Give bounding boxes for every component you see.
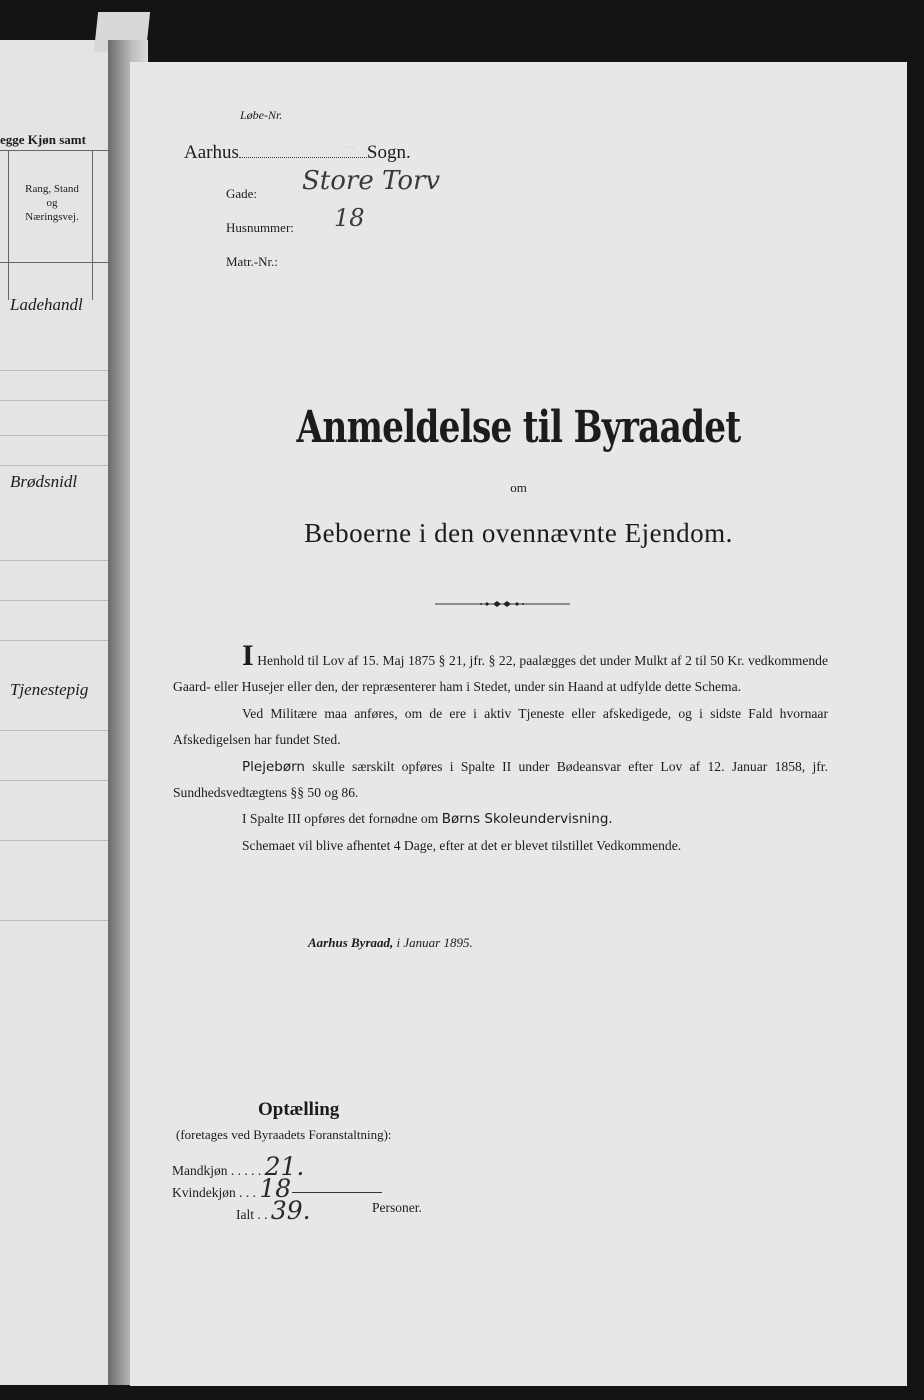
left-page-gridline <box>0 780 112 781</box>
paragraph-text: Henhold til Lov af 15. Maj 1875 § 21, jfr. § 22, paalægges det under Mulkt af 2 til 50 Kr. vedkommende Gaard- eller Husejer eller den, der repræsenterer ham i Stedet, under sin Haand at udfylde dette Schema. <box>173 653 828 695</box>
left-page-gridline <box>0 400 112 401</box>
left-page-column-divider <box>8 150 9 300</box>
count-label: Ialt <box>236 1207 254 1222</box>
instructions-paragraph <box>173 754 828 807</box>
husnummer-label: Husnummer: <box>226 220 294 235</box>
instructions-paragraph <box>173 639 828 701</box>
count-row-total: Ialt . . 39. <box>236 1196 311 1225</box>
signature-issuer: Aarhus Byraad, <box>308 935 394 950</box>
city-name: Aarhus <box>184 142 239 163</box>
left-page-column-divider <box>92 150 93 300</box>
title-connector: om <box>510 480 527 495</box>
personer-label: Personer. <box>372 1200 422 1215</box>
gade-label: Gade: <box>226 186 258 201</box>
column-label-line: Næringsvej. <box>25 211 79 223</box>
emphasis-text: Børns Skoleundervisning. <box>441 811 613 828</box>
loebe-nr-label: Løbe-Nr. <box>240 108 283 122</box>
left-page-gridline <box>0 920 112 921</box>
count-subtitle: (foretages ved Byraadets Foranstaltning): <box>176 1127 392 1142</box>
drop-cap: I <box>242 639 254 672</box>
instructions-body <box>173 639 828 859</box>
count-label: Kvindekjøn <box>172 1185 236 1200</box>
left-page <box>0 40 114 1385</box>
city-parish-line <box>184 142 411 164</box>
count-row-male: Mandkjøn . . . . . 21. <box>172 1152 305 1181</box>
instructions-paragraph: Ved Militære maa anføres, om de ere i aktiv Tjeneste eller afskedigede, og i sidste Fald hvornaar Afskedigelsen har fundet Sted. <box>173 705 828 748</box>
count-row-female: Kvindekjøn . . . 18 <box>172 1174 292 1203</box>
column-label-line: Rang, Stand <box>25 183 79 195</box>
issuer-signature <box>308 935 473 951</box>
left-page-gridline <box>0 370 112 371</box>
count-title: Optælling <box>258 1099 340 1120</box>
form-page <box>130 62 907 1386</box>
gade-value: Store Torv <box>302 166 441 196</box>
left-page-gridline <box>0 730 112 731</box>
left-page-entry: Brødsnidl <box>10 472 78 491</box>
instructions-paragraph <box>173 806 828 832</box>
count-value: 18 <box>259 1174 292 1203</box>
column-label-line: og <box>46 197 58 209</box>
parish-blank <box>239 157 367 158</box>
signature-date: i Januar 1895. <box>396 935 473 950</box>
left-page-gridline <box>0 840 112 841</box>
count-value: 39. <box>270 1196 311 1225</box>
left-page-gridline <box>0 640 112 641</box>
left-page-column-label <box>14 182 90 224</box>
husnummer-value: 18 <box>334 204 365 232</box>
count-label: Mandkjøn <box>172 1163 228 1178</box>
left-page-rule <box>0 150 112 151</box>
instructions-paragraph: Schemaet vil blive afhentet 4 Dage, efter at det er blevet tilstillet Vedkommende. <box>242 837 682 853</box>
count-value: 21. <box>264 1152 305 1181</box>
parish-label: Sogn. <box>366 142 411 163</box>
left-page-header: egge Kjøn samt <box>0 132 86 147</box>
left-page-entry: Tjenestepig <box>10 680 89 699</box>
left-page-entry: Ladehandl <box>10 295 83 314</box>
emphasis-text: Plejebørn <box>242 758 305 775</box>
ornament-divider <box>435 600 570 608</box>
sum-line <box>292 1192 382 1193</box>
left-page-gridline <box>0 560 112 561</box>
paragraph-text: skulle særskilt opføres i Spalte II under Bødeansvar efter Lov af 12. Januar 1858, jfr. Sundhedsvedtægtens §§ 50 og 86. <box>173 758 828 801</box>
paragraph-text: I Spalte III opføres det fornødne om <box>242 811 439 827</box>
bleed-through-text: ... <box>345 136 355 151</box>
left-page-rule <box>0 262 112 263</box>
left-page-gridline <box>0 465 112 466</box>
left-page-gridline <box>0 600 112 601</box>
matr-nr-label: Matr.-Nr.: <box>226 254 278 269</box>
document-subtitle: Beboerne i den ovennævnte Ejendom. <box>304 518 733 548</box>
left-page-gridline <box>0 435 112 436</box>
document-title: Anmeldelse til Byraadet <box>296 402 741 453</box>
